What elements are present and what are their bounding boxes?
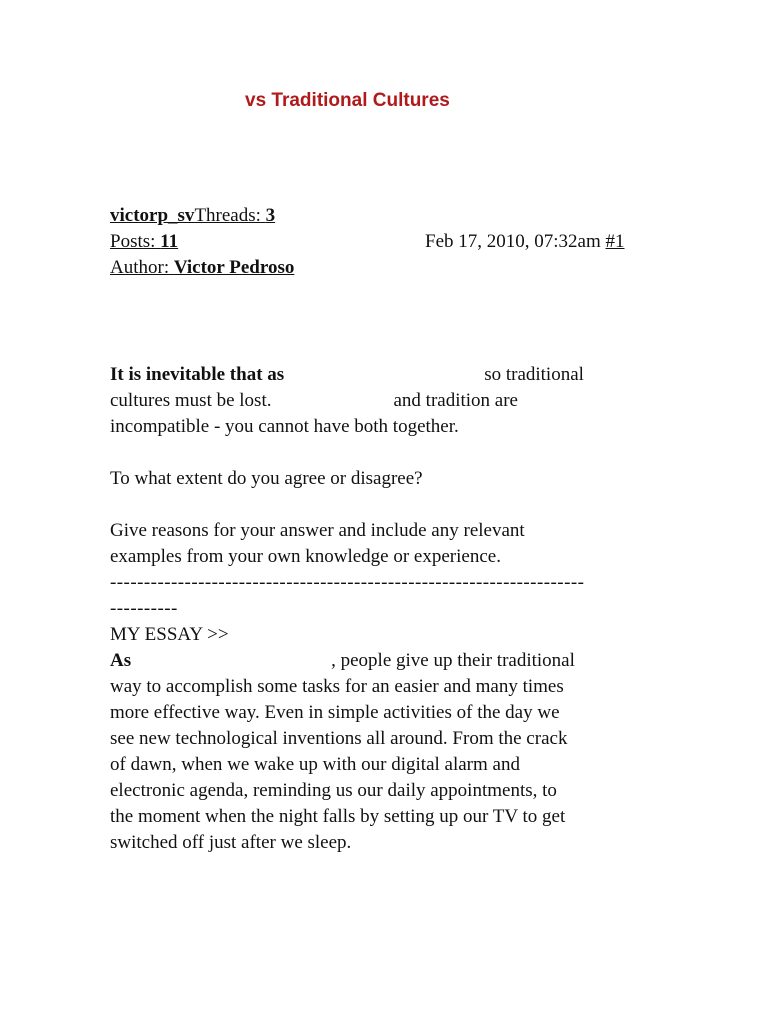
prompt-bold: It is inevitable that as — [110, 364, 285, 385]
separator-line-tail: ---------- — [110, 598, 178, 619]
post-date — [425, 229, 625, 255]
essay-line-7: the moment when the night falls by setting up our TV to get — [110, 806, 566, 827]
threads-stat[interactable] — [194, 205, 275, 226]
essay-line-3: more effective way. Even in simple activities of the day we — [110, 702, 560, 723]
threads-count: 3 — [265, 205, 276, 226]
meta-line-author — [110, 255, 670, 281]
author-label: Author: — [110, 257, 170, 278]
prompt-line1-rest: so traditional — [484, 364, 584, 385]
post-body — [110, 362, 670, 856]
threads-label: Threads: — [194, 205, 261, 226]
essay-line-6: electronic agenda, reminding us our daily appointments, to — [110, 780, 557, 801]
prompt-line2-rest: and tradition are — [393, 390, 518, 411]
essay-line-5: of dawn, when we wake up with our digital alarm and — [110, 754, 520, 775]
essay-line-8: switched off just after we sleep. — [110, 832, 352, 853]
posts-stat[interactable] — [110, 231, 178, 252]
prompt-line-1 — [110, 362, 670, 388]
username-link[interactable]: victorp_sv — [110, 205, 195, 226]
essay-line-2: way to accomplish some tasks for an easier and many times — [110, 676, 564, 697]
meta-line-posts — [110, 229, 670, 255]
essay-heading: MY ESSAY >> — [110, 624, 229, 645]
prompt-line-2 — [110, 388, 670, 414]
posts-count: 11 — [160, 231, 179, 252]
author-link[interactable] — [110, 257, 294, 278]
post-number-link[interactable]: #1 — [605, 231, 625, 252]
author-name: Victor Pedroso — [173, 257, 295, 278]
prompt-line-3: incompatible - you cannot have both together. — [110, 416, 459, 437]
essay-first-word: As — [110, 650, 132, 671]
essay-line-1 — [110, 648, 670, 674]
post-meta — [110, 203, 670, 281]
page-title: vs Traditional Cultures — [245, 90, 450, 111]
prompt-instructions-1: Give reasons for your answer and include any relevant — [110, 520, 525, 541]
prompt-question: To what extent do you agree or disagree? — [110, 468, 423, 489]
essay-line1-rest: , people give up their traditional — [331, 650, 575, 671]
prompt-instructions-2: examples from your own knowledge or experience. — [110, 546, 501, 567]
separator-line: ---------------------------------------------------------------------- — [110, 572, 585, 593]
essay-line-4: see new technological inventions all around. From the crack — [110, 728, 568, 749]
prompt-line2-start: cultures must be lost. — [110, 390, 272, 411]
posts-label: Posts: — [110, 231, 156, 252]
post-timestamp: Feb 17, 2010, 07:32am — [425, 231, 601, 252]
meta-line-user — [110, 203, 670, 229]
